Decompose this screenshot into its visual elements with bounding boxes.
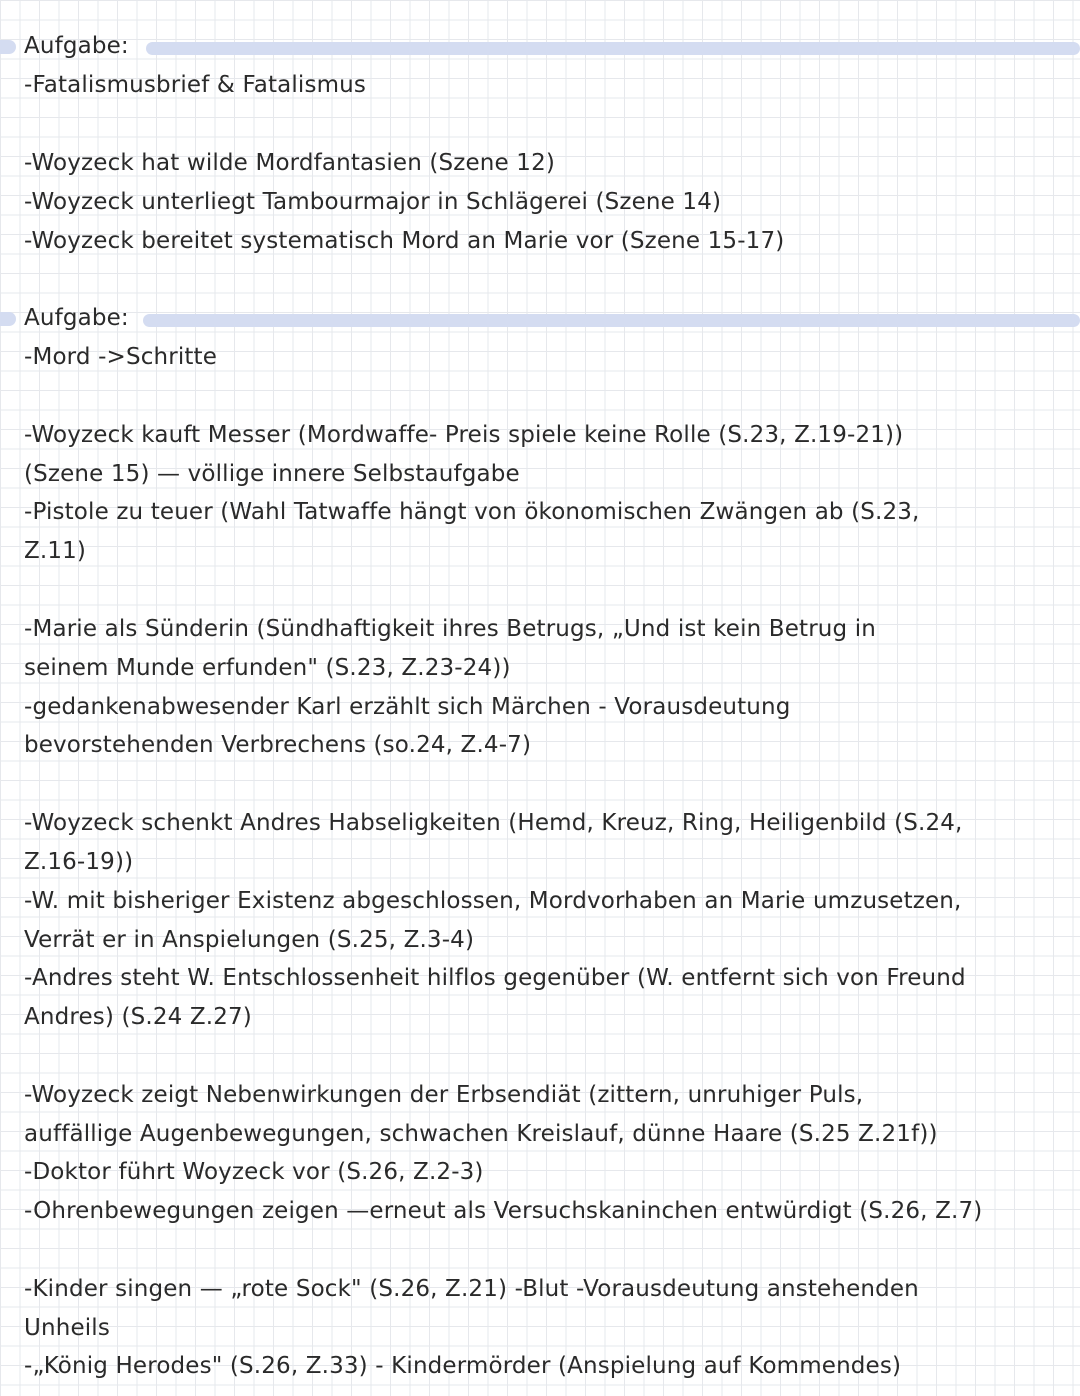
note-line: -gedankenabwesender Karl erzählt sich Märchen - Vorausdeutung <box>24 694 791 720</box>
note-line: -Woyzeck kauft Messer (Mordwaffe- Preis spiele keine Rolle (S.23, Z.19-21)) <box>24 422 904 448</box>
note-line: -Doktor führt Woyzeck vor (S.26, Z.2-3) <box>24 1159 484 1185</box>
note-line: -W. mit bisheriger Existenz abgeschlossen, Mordvorhaben an Marie umzusetzen, <box>24 888 962 914</box>
heading-highlight-bar <box>146 42 1080 55</box>
note-line: -Woyzeck bereitet systematisch Mord an Marie vor (Szene 15-17) <box>24 228 785 254</box>
note-line: (Szene 15) — völlige innere Selbstaufgabe <box>24 461 520 487</box>
note-line: -Kinder singen — „rote Sock" (S.26, Z.21) -Blut -Vorausdeutung anstehenden <box>24 1276 919 1302</box>
note-line: -Ohrenbewegungen zeigen —erneut als Versuchskaninchen entwürdigt (S.26, Z.7) <box>24 1198 983 1224</box>
note-line: -Woyzeck hat wilde Mordfantasien (Szene 12) <box>24 150 555 176</box>
note-line: -Woyzeck unterliegt Tambourmajor in Schlägerei (Szene 14) <box>24 189 722 215</box>
note-line: -Mord ->Schritte <box>24 344 218 370</box>
note-line: -Pistole zu teuer (Wahl Tatwaffe hängt von ökonomischen Zwängen ab (S.23, <box>24 499 920 525</box>
note-line: -Woyzeck schenkt Andres Habseligkeiten (Hemd, Kreuz, Ring, Heiligenbild (S.24, <box>24 810 963 836</box>
note-line: bevorstehenden Verbrechens (so.24, Z.4-7) <box>24 732 532 758</box>
section-heading: Aufgabe: <box>24 33 129 59</box>
note-line: -Fatalismusbrief & Fatalismus <box>24 72 367 98</box>
heading-highlight-tab <box>0 40 16 54</box>
note-line: Z.16-19)) <box>24 849 134 875</box>
note-line: auffällige Augenbewegungen, schwachen Kreislauf, dünne Haare (S.25 Z.21f)) <box>24 1121 938 1147</box>
note-line: Unheils <box>24 1315 110 1341</box>
note-line: -Andres steht W. Entschlossenheit hilflos gegenüber (W. entfernt sich von Freund <box>24 965 966 991</box>
note-line: Andres) (S.24 Z.27) <box>24 1004 252 1030</box>
note-line: Verrät er in Anspielungen (S.25, Z.3-4) <box>24 927 475 953</box>
note-line: -„König Herodes" (S.26, Z.33) - Kindermörder (Anspielung auf Kommendes) <box>24 1353 902 1379</box>
section-heading: Aufgabe: <box>24 305 129 331</box>
heading-highlight-tab <box>0 312 16 326</box>
note-line: seinem Munde erfunden" (S.23, Z.23-24)) <box>24 655 511 681</box>
note-line: -Marie als Sünderin (Sündhaftigkeit ihres Betrugs, „Und ist kein Betrug in <box>24 616 877 642</box>
note-line: Z.11) <box>24 538 87 564</box>
heading-highlight-bar <box>143 314 1080 327</box>
note-line: -Woyzeck zeigt Nebenwirkungen der Erbsendiät (zittern, unruhiger Puls, <box>24 1082 864 1108</box>
